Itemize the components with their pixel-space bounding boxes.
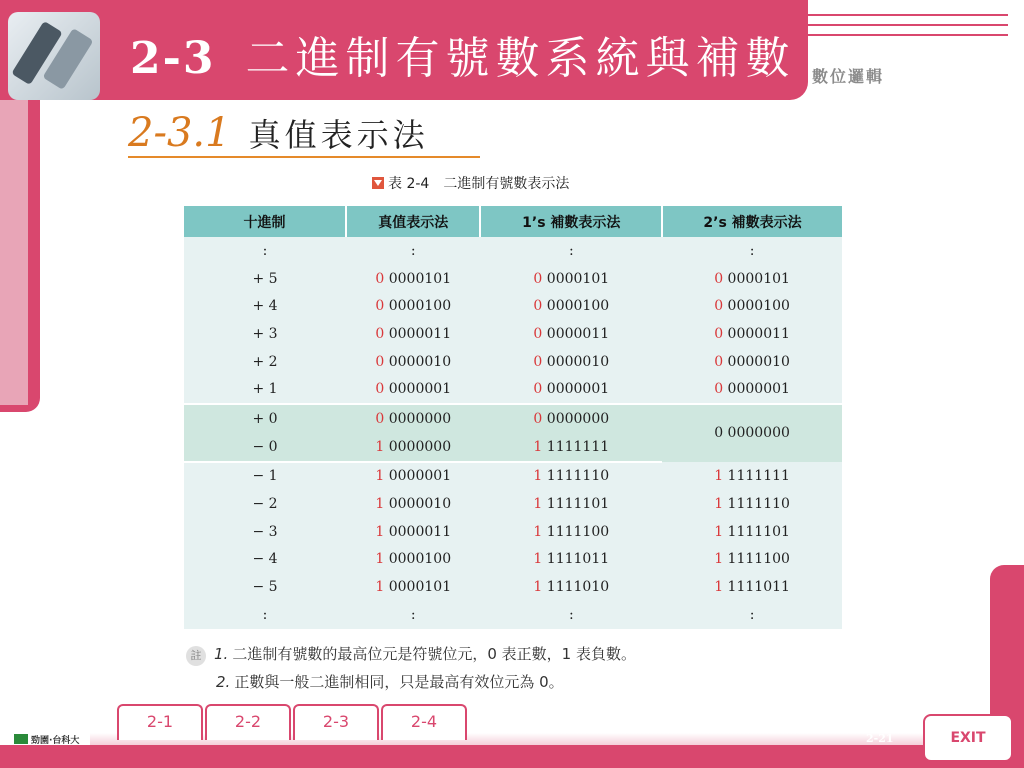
value-cell: : — [749, 242, 755, 259]
value-cell: 1 1111111 — [480, 433, 662, 462]
table-row — [184, 404, 842, 433]
value-cell: 0 0000100 — [714, 298, 790, 315]
decimal-cell: + 3 — [252, 325, 278, 342]
table-row — [184, 292, 842, 320]
positive-rows — [184, 237, 842, 404]
value-cell: 0 0000001 — [375, 381, 452, 398]
value-cell: 0 0000100 — [375, 298, 452, 315]
table-row — [184, 265, 842, 293]
decimal-cell: + 4 — [252, 298, 278, 315]
value-cell: 0 0000000 — [480, 404, 662, 433]
chapter-number: 2-3 — [130, 33, 216, 84]
tab-2-4[interactable]: 2-4 — [381, 704, 467, 740]
value-cell: 0 0000001 — [533, 381, 610, 398]
section-heading — [128, 110, 429, 156]
value-cell: 1 1111111 — [714, 467, 790, 484]
decimal-cell: + 1 — [252, 381, 278, 398]
value-cell: 0 0000011 — [375, 325, 452, 342]
subject-label: 數位邏輯 — [812, 67, 885, 86]
table-row — [184, 601, 842, 629]
section-title: 真值表示法 — [248, 116, 429, 154]
table-row — [184, 375, 842, 404]
logo-mark-icon — [14, 734, 28, 744]
chapter-title-text: 二進制有號數系統與補數 — [245, 33, 796, 84]
value-cell: 1 1111010 — [533, 579, 610, 596]
tab-2-3[interactable]: 2-3 — [293, 704, 379, 740]
tab-2-1[interactable]: 2-1 — [117, 704, 203, 740]
value-cell: : — [410, 606, 416, 623]
tab-2-2[interactable]: 2-2 — [205, 704, 291, 740]
decimal-cell: − 2 — [252, 496, 278, 513]
section-underline — [128, 156, 480, 158]
header-stripes — [808, 14, 1008, 54]
value-cell: 1 0000010 — [375, 496, 452, 513]
value-cell: 0 0000100 — [533, 298, 610, 315]
table-caption-text: 表 2-4 二進制有號數表示法 — [388, 176, 570, 192]
table-row — [184, 237, 842, 265]
chapter-title — [130, 22, 796, 86]
table-row — [184, 546, 842, 574]
decimal-cell: + 5 — [252, 270, 278, 287]
publisher-logo: 勁園·台科大 — [14, 733, 79, 746]
table-header-row — [184, 206, 842, 237]
decimal-cell: − 5 — [252, 579, 278, 596]
decimal-cell: + 0 — [184, 404, 346, 433]
note-badge: 註 — [186, 646, 206, 666]
value-cell: 1 1111110 — [533, 468, 610, 485]
bottom-bar — [0, 745, 1024, 768]
value-cell: 0 0000010 — [375, 353, 452, 370]
decimal-cell: − 4 — [252, 551, 278, 568]
value-cell: 0 0000011 — [714, 325, 790, 342]
column-header: 十進制 — [184, 206, 346, 237]
value-cell: 1 1111011 — [533, 551, 610, 568]
exit-button[interactable]: EXIT — [923, 714, 1013, 762]
value-cell: 1 1111101 — [714, 523, 790, 540]
value-cell: 0 0000011 — [533, 325, 610, 342]
decimal-cell: : — [262, 242, 268, 259]
value-cell: 1 1111100 — [714, 551, 790, 568]
value-cell: : — [568, 242, 574, 259]
page-number: 2-21 — [866, 732, 894, 745]
value-cell: : — [410, 242, 416, 259]
table-caption — [372, 173, 569, 193]
table-row — [184, 320, 842, 348]
value-cell: 0 0000000 — [346, 404, 480, 433]
decimal-cell: + 2 — [252, 353, 278, 370]
value-cell: 0 0000010 — [533, 353, 610, 370]
value-cell: 1 0000001 — [375, 468, 452, 485]
value-cell: 0 0000001 — [714, 381, 790, 398]
section-number: 2-3.1 — [128, 110, 231, 156]
left-frame-accent — [0, 100, 28, 405]
negative-rows — [184, 462, 842, 629]
column-header: 真值表示法 — [346, 206, 480, 237]
decimal-cell: − 0 — [184, 433, 346, 462]
decimal-cell: : — [262, 606, 268, 623]
value-cell: 0 0000101 — [714, 270, 790, 287]
value-cell: 0 0000101 — [533, 270, 610, 287]
value-cell: 0 0000000 — [662, 404, 842, 461]
value-cell: 0 0000010 — [714, 353, 790, 370]
value-cell: 1 0000100 — [375, 551, 452, 568]
value-cell: 1 1111110 — [714, 496, 790, 513]
table-row — [184, 348, 842, 376]
triangle-marker-icon — [372, 177, 384, 189]
table-row — [184, 462, 842, 491]
note-item: 註 1. 二進制有號數的最高位元是符號位元，0 表正數，1 表負數。 — [186, 640, 636, 668]
column-header: 2’s 補數表示法 — [662, 206, 842, 237]
value-cell: 1 1111100 — [533, 523, 610, 540]
decimal-cell: − 3 — [252, 523, 278, 540]
zero-rows — [184, 404, 842, 461]
value-cell: 1 0000101 — [375, 579, 452, 596]
value-cell: 1 1111011 — [714, 579, 790, 596]
value-cell: 1 0000000 — [346, 433, 480, 462]
notes — [186, 640, 636, 696]
value-cell: : — [568, 606, 574, 623]
decimal-cell: − 1 — [252, 468, 278, 485]
value-cell: : — [749, 606, 755, 623]
value-cell: 0 0000101 — [375, 270, 452, 287]
value-cell: 1 1111101 — [533, 496, 610, 513]
table-row — [184, 573, 842, 601]
signed-number-table — [184, 206, 842, 629]
column-header: 1’s 補數表示法 — [480, 206, 662, 237]
table-row — [184, 490, 842, 518]
phone-image-icon — [8, 12, 100, 100]
table-row — [184, 518, 842, 546]
value-cell: 1 0000011 — [375, 523, 452, 540]
note-item: 2. 正數與一般二進制相同，只是最高有效位元為 0。 — [216, 673, 564, 691]
